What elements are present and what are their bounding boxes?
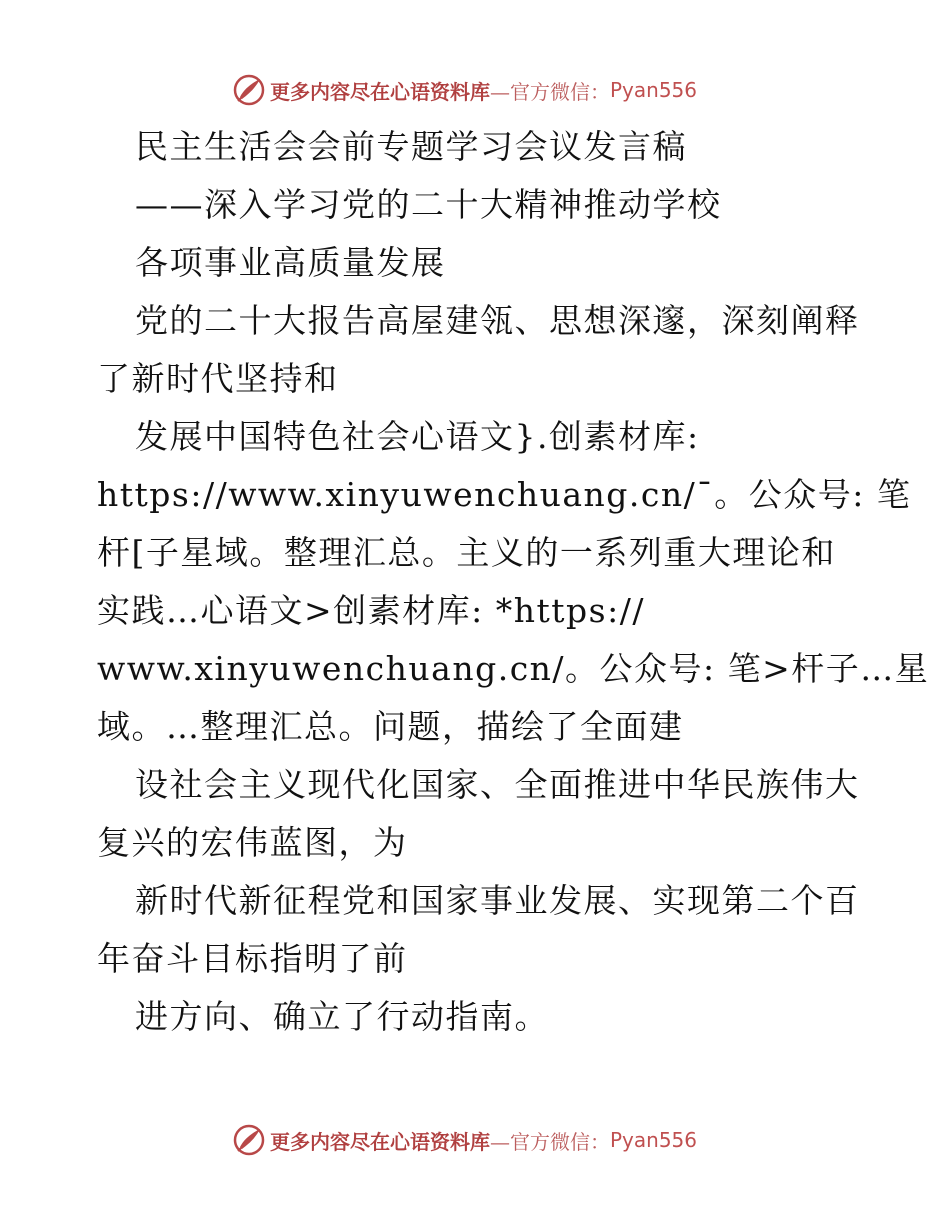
body-line: www.xinyuwenchuang.cn/。公众号: 笔>杆子…星 xyxy=(97,649,930,688)
document-body xyxy=(97,118,930,1046)
doc-subtitle: ——深入学习党的二十大精神推动学校 xyxy=(135,185,722,224)
quill-logo-icon xyxy=(232,1123,266,1157)
doc-title: 民主生活会会前专题学习会议发言稿 xyxy=(135,127,687,166)
watermark-wechat-id: Pyan556 xyxy=(610,1128,698,1152)
body-line: 杆[子星域。整理汇总。主义的一系列重大理论和 xyxy=(97,533,836,572)
body-line: 了新时代坚持和 xyxy=(97,359,339,398)
header-watermark-banner xyxy=(232,70,712,110)
body-line: 发展中国特色社会心语文}.创素材库: xyxy=(135,417,700,456)
doc-subtitle-cont: 各项事业高质量发展 xyxy=(135,243,446,282)
watermark-main-text: 更多内容尽在心语资料库 xyxy=(270,1129,490,1154)
body-line: 域。…整理汇总。问题，描绘了全面建 xyxy=(97,707,684,746)
footer-watermark-banner xyxy=(232,1120,712,1160)
watermark-sub-text: —官方微信： xyxy=(490,1129,610,1154)
body-line: https://www.xinyuwenchuang.cn/¯。公众号: 笔 xyxy=(97,475,912,514)
watermark-wechat-id: Pyan556 xyxy=(610,78,698,102)
watermark-main-text: 更多内容尽在心语资料库 xyxy=(270,79,490,104)
body-line: 设社会主义现代化国家、全面推进中华民族伟大 xyxy=(135,765,860,804)
body-line: 新时代新征程党和国家事业发展、实现第二个百 xyxy=(135,881,860,920)
body-line: 年奋斗目标指明了前 xyxy=(97,939,408,978)
body-line: 复兴的宏伟蓝图，为 xyxy=(97,823,408,862)
body-line: 实践…心语文>创素材库: *https:// xyxy=(97,591,645,630)
quill-logo-icon xyxy=(232,73,266,107)
watermark-sub-text: —官方微信： xyxy=(490,79,610,104)
body-line: 进方向、确立了行动指南。 xyxy=(135,997,549,1036)
body-line: 党的二十大报告高屋建瓴、思想深邃，深刻阐释 xyxy=(135,301,860,340)
